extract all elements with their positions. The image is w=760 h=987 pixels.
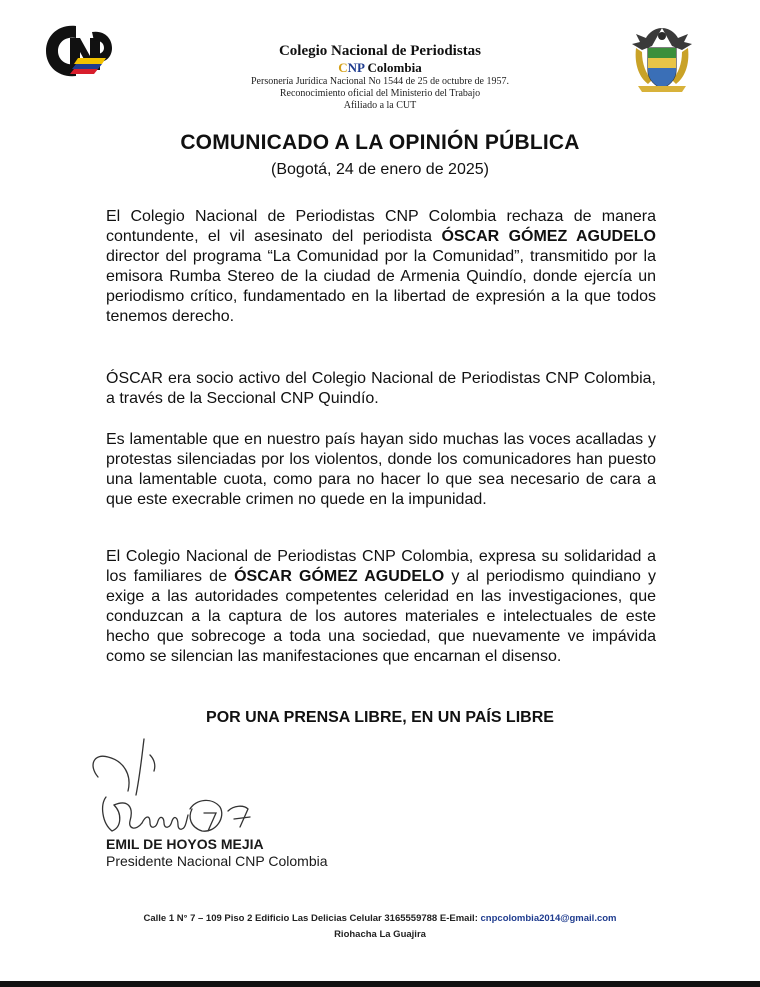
dateline: (Bogotá, 24 de enero de 2025) (271, 161, 489, 178)
footer-city: Riohacha La Guajira (334, 929, 426, 940)
org-sub-rest: Colombia (364, 60, 422, 75)
org-name: Colegio Nacional de Periodistas (278, 43, 482, 59)
journalist-name: ÓSCAR GÓMEZ AGUDELO (441, 228, 656, 245)
slogan: POR UNA PRENSA LIBRE, EN UN PAÍS LIBRE (206, 709, 554, 726)
coat-of-arms-icon (630, 26, 694, 96)
journalist-name: ÓSCAR GÓMEZ AGUDELO (234, 568, 445, 585)
footer-email-link[interactable]: cnpcolombia2014@gmail.com (480, 913, 617, 924)
affiliation-line: Afiliado a la CUT (343, 100, 417, 111)
org-sub-c: C (338, 60, 348, 75)
paragraph-4-rest: y al periodismo quindiano y exige a las autoridades competentes celeridad en las investigaciones, que conduzcan a la captura de los autores materiales e intelectuales de este hecho que sobrecoge a toda una sociedad, que nuevamente ve impávida como se silencian las manifestaciones que encarnan el disenso. (106, 568, 657, 665)
document-title: COMUNICADO A LA OPINIÓN PÚBLICA (180, 131, 580, 154)
org-sub-np: NP (347, 60, 365, 75)
paragraph-4 (106, 547, 656, 667)
bottom-border (0, 981, 760, 987)
paragraph-1 (106, 207, 656, 327)
footer-address: Calle 1 N° 7 – 109 Piso 2 Edificio Las Delicias Celular 3165559788 E-Email: (143, 913, 481, 924)
handwritten-signature (84, 735, 294, 843)
footer-address-line (0, 911, 760, 927)
letterhead (200, 42, 560, 112)
cnp-logo (40, 18, 116, 84)
paragraph-1-intro: El Colegio Nacional de Periodistas CNP Colombia rechaza de manera contundente, el vil asesinato del periodista (106, 208, 656, 245)
paragraph-3: Es lamentable que en nuestro país hayan sido muchas las voces acalladas y protestas silenciadas por los violentos, donde los comunicadores han puesto una lamentable cuota, como para no hacer lo que sea necesario de cara a que este execrable crimen no quede en la impunidad. (106, 431, 656, 508)
paragraph-1-rest: director del programa “La Comunidad por la Comunidad”, transmitido por la emisora Rumba Stereo de la ciudad de Armenia Quindío, donde ejercía un periodismo crítico, fundamentado en la libertad de expresión a la que todos tenemos derecho. (106, 248, 656, 325)
signer-title: Presidente Nacional CNP Colombia (106, 853, 328, 869)
ministry-recognition-line: Reconocimiento oficial del Ministerio del Trabajo (279, 88, 481, 99)
footer (0, 911, 760, 943)
org-subtitle (200, 60, 560, 76)
paragraph-4-intro: El Colegio Nacional de Periodistas CNP Colombia, expresa su solidaridad a los familiares de (106, 548, 656, 585)
legal-status-line: Personería Jurídica Nacional No 1544 de 25 de octubre de 1957. (251, 76, 509, 87)
paragraph-2: ÓSCAR era socio activo del Colegio Nacional de Periodistas CNP Colombia, a través de la Seccional CNP Quindío. (106, 370, 656, 407)
signer-name: EMIL DE HOYOS MEJIA (106, 836, 264, 852)
